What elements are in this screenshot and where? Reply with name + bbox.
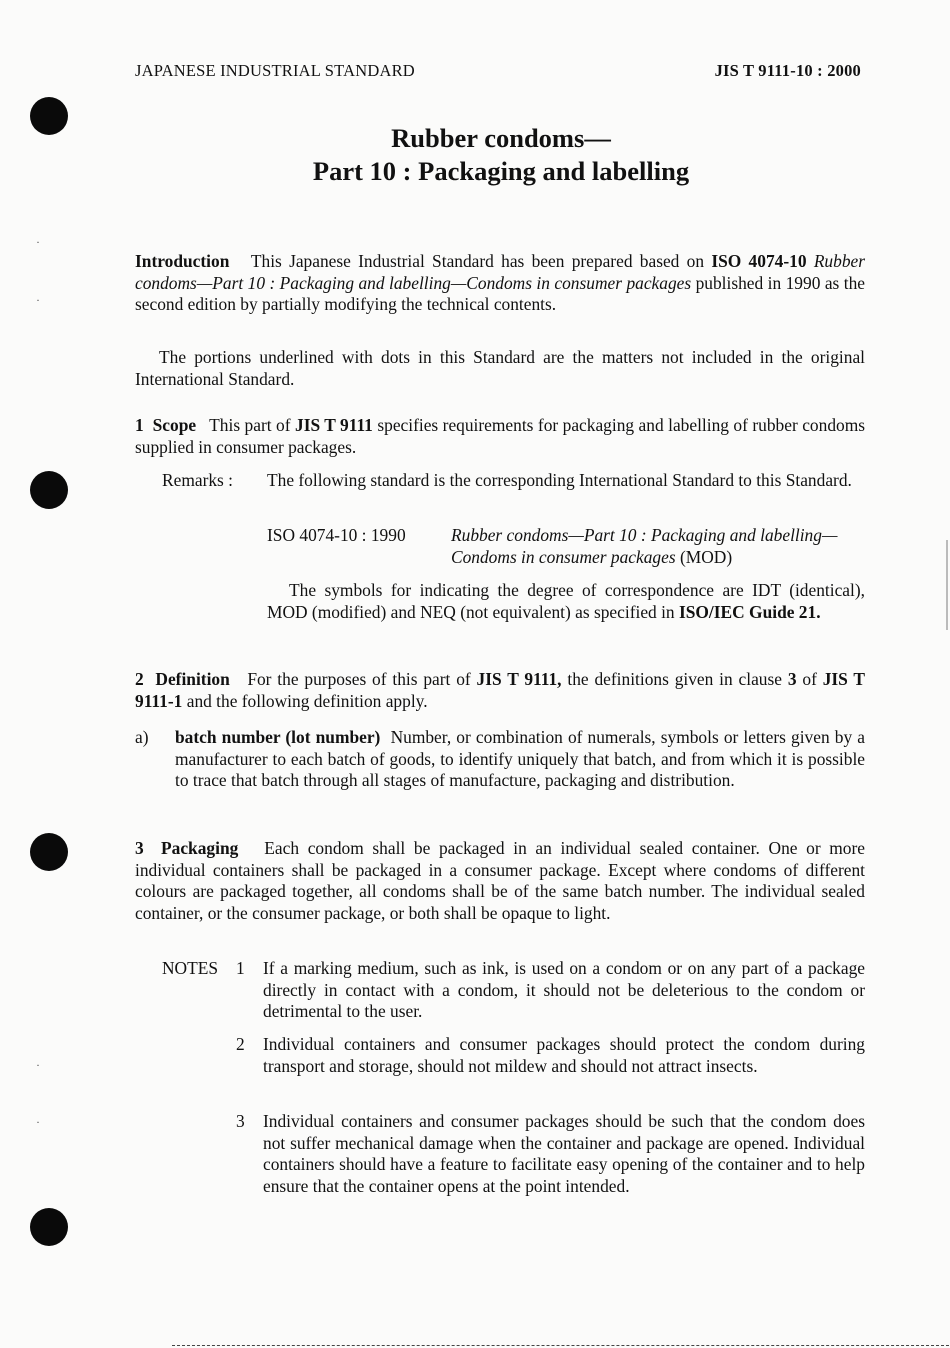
- intro-paragraph-1: [135, 251, 865, 316]
- scope-number: 1: [135, 415, 144, 435]
- packaging-paragraph: [135, 838, 865, 924]
- note-number: 1: [236, 958, 245, 978]
- definition-ref: JIS T 9111,: [476, 669, 562, 689]
- punch-hole: [30, 1208, 68, 1246]
- definition-text-2: the definitions given in clause: [567, 669, 782, 689]
- note-number: 3: [236, 1111, 245, 1131]
- packaging-text: Each condom shall be packaged in an individual sealed container. One or more individual containers shall be packaged in a consumer package. Except where condoms of different colours are packaged together, all condoms shall be of the same batch number. The individual sealed container, or the consumer package, or both shall be opaque to light.: [135, 838, 866, 923]
- document-title-line2: Part 10 : Packaging and labelling: [312, 156, 690, 186]
- scope-ref: JIS T 9111: [295, 415, 373, 435]
- punch-hole: [30, 471, 68, 509]
- definition-ref-2: JIS T 9111-1: [135, 669, 865, 711]
- symbols-ref: ISO/IEC Guide 21.: [678, 601, 821, 622]
- symbols-paragraph: [267, 580, 865, 623]
- scan-speck: ·: [36, 235, 40, 249]
- definition-text-4: and the following definition apply.: [186, 690, 428, 711]
- definition-number: 2: [135, 669, 144, 689]
- note-number: 2: [236, 1034, 245, 1054]
- symbols-text: The symbols for indicating the degree of correspondence are IDT (identical), MOD (modified) and NEQ (not equivalent) as specified in: [267, 580, 865, 622]
- definition-clause: 3: [787, 669, 797, 689]
- iso-title-text: Rubber condoms—Part 10 : Packaging and labelling—Condoms in consumer packages: [451, 525, 838, 567]
- intro-heading: Introduction: [135, 251, 230, 271]
- intro-text-2: published in 1990 as the second edition by partially modifying the technical contents.: [135, 272, 865, 315]
- header-standard-number: JIS T 9111-10 : 2000: [714, 61, 861, 80]
- notes-label: NOTES: [162, 958, 219, 978]
- definition-paragraph: [135, 669, 865, 712]
- note-text: Individual containers and consumer packages should protect the condom during transport and storage, should not mildew and should not attract insects.: [263, 1034, 865, 1076]
- packaging-number: 3: [135, 838, 144, 858]
- header-standard-label: JAPANESE INDUSTRIAL STANDARD: [135, 61, 415, 80]
- packaging-heading: Packaging: [161, 838, 239, 858]
- scope-heading: Scope: [152, 415, 197, 435]
- scope-text-2: specifies requirements for packaging and labelling of rubber condoms supplied in consumer packages.: [135, 415, 866, 457]
- definition-text-3: of: [802, 669, 817, 689]
- definition-term: batch number (lot number): [175, 727, 381, 747]
- definition-term-text: Number, or combination of numerals, symbols or letters given by a manufacturer to each batch of goods, to identify uniquely that batch, and from which it is possible to trace that batch through all stages of manufacture, packaging and distribution.: [175, 727, 865, 791]
- iso-correspondence: (MOD): [679, 546, 733, 567]
- definition-heading: Definition: [155, 669, 230, 689]
- scan-speck: ·: [36, 293, 40, 307]
- note-text: If a marking medium, such as ink, is used on a condom or on any part of a package directly in contact with a condom, it should not be deleterious to the condom or detrimental to the user.: [263, 958, 865, 1022]
- scope-text: This part of: [209, 415, 291, 435]
- note-text: Individual containers and consumer packages should be such that the condom does not suffer mechanical damage when the container and package are opened. Individual containers should have a feature to facilitate easy opening of the container and to help ensure that the container opens at the point intended.: [263, 1111, 865, 1196]
- punch-hole: [30, 833, 68, 871]
- scan-edge: [946, 540, 948, 630]
- definition-item: [175, 727, 865, 792]
- remarks-label: Remarks :: [162, 470, 233, 490]
- document-title-line1: Rubber condoms—: [391, 123, 611, 153]
- footer-rule: [172, 1345, 949, 1346]
- iso-reference-title: [451, 525, 865, 568]
- remarks-text: The following standard is the corresponding International Standard to this Standard.: [267, 470, 852, 490]
- definition-text: For the purposes of this part of: [247, 669, 471, 689]
- intro-iso-title: Rubber condoms—Part 10 : Packaging and labelling—Condoms in consumer packages: [135, 251, 866, 293]
- intro-paragraph-2: The portions underlined with dots in this Standard are the matters not included in the original International Standard.: [135, 347, 865, 389]
- scan-speck: ·: [36, 1115, 40, 1129]
- intro-text: This Japanese Industrial Standard has been prepared based on: [250, 251, 705, 271]
- iso-reference: ISO 4074-10 : 1990: [267, 525, 406, 545]
- scope-paragraph: [135, 415, 865, 458]
- definition-item-label: a): [135, 727, 149, 747]
- intro-iso-ref: ISO 4074-10: [711, 251, 807, 271]
- scan-speck: ·: [36, 1058, 40, 1072]
